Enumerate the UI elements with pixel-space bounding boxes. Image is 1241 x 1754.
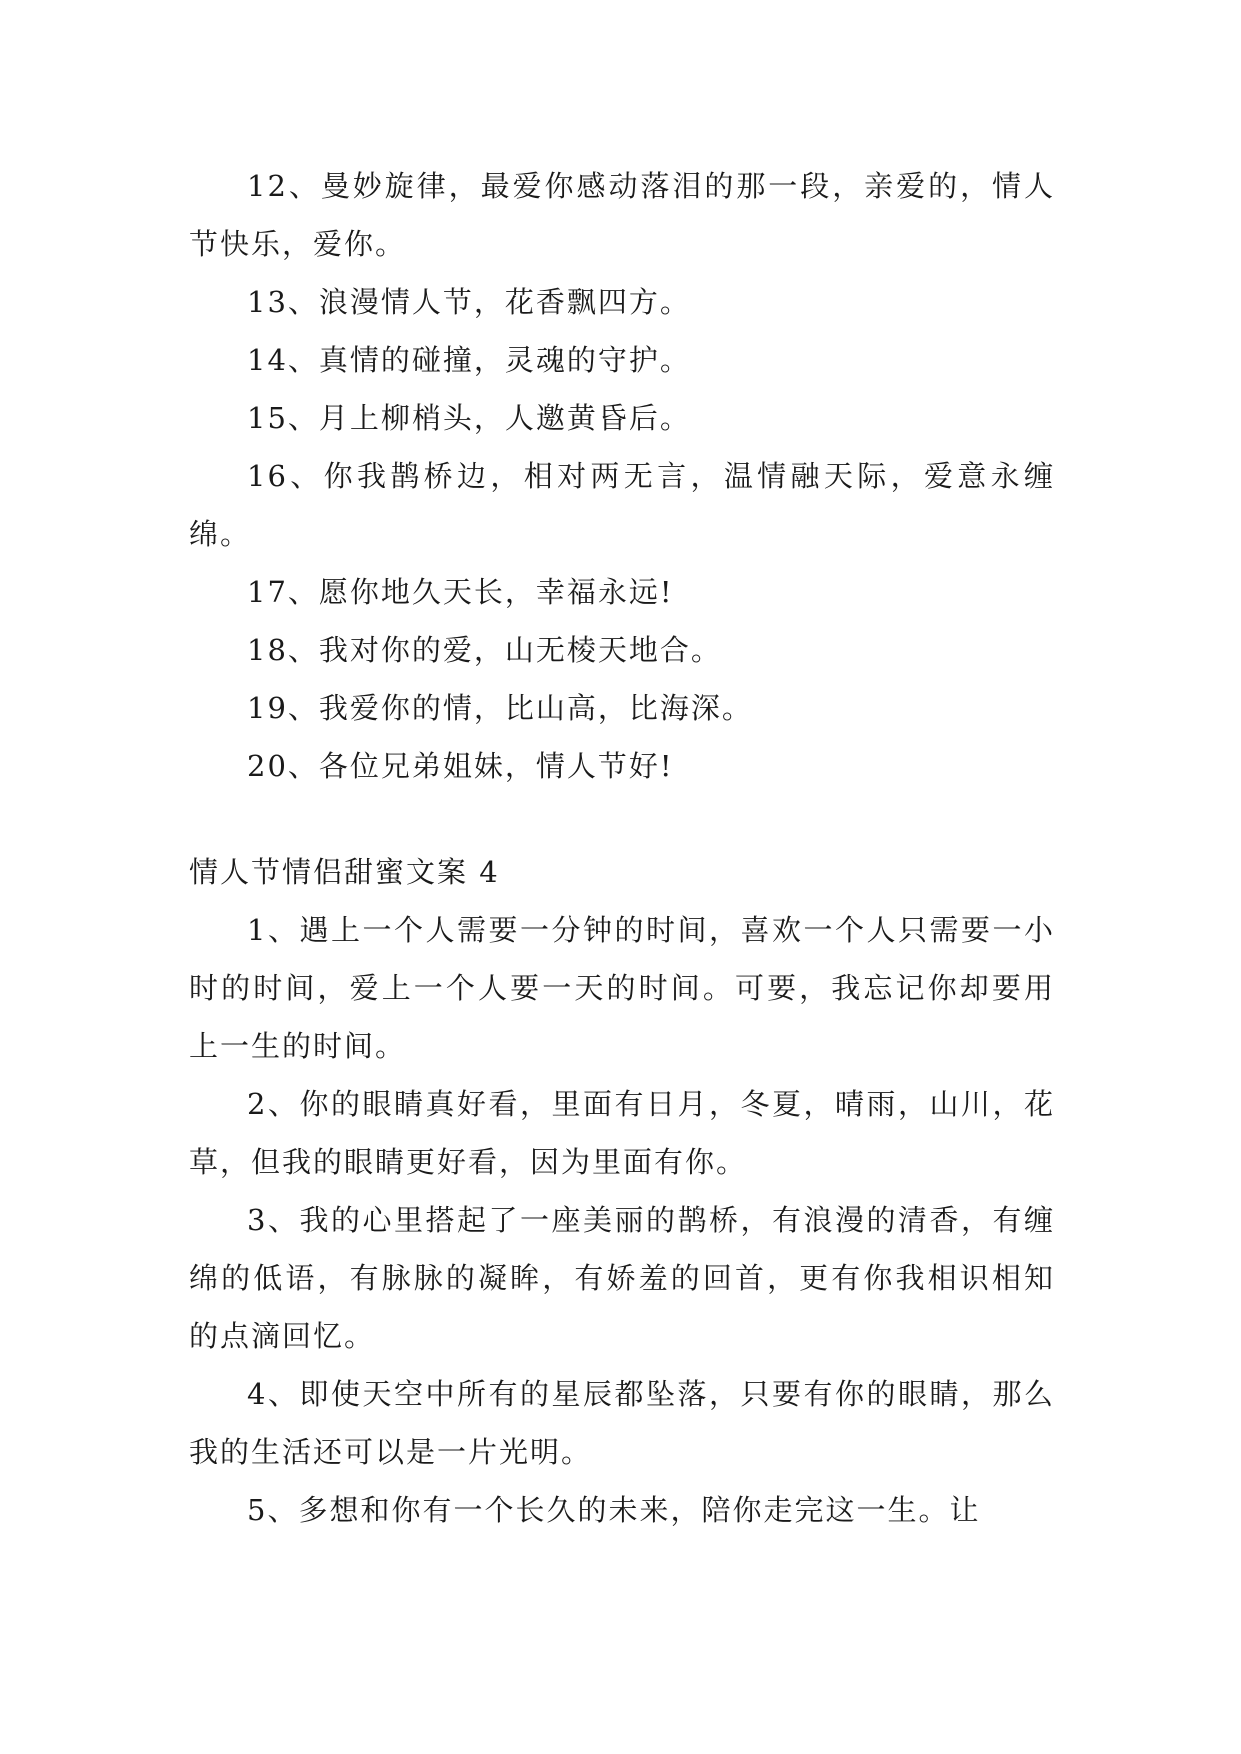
list-item: 20、各位兄弟姐妹，情人节好!: [247, 749, 674, 783]
list-item: 3、我的心里搭起了一座美丽的鹊桥，有浪漫的清香，有缠绵的低语，有脉脉的凝眸，有娇羞的回首，更有你我相识相知的点滴回忆。: [189, 1203, 1055, 1353]
list-item: 14、真情的碰撞，灵魂的守护。: [247, 343, 691, 377]
list-item: 18、我对你的爱，山无棱天地合。: [247, 633, 722, 667]
list-item: 4、即使天空中所有的星辰都坠落，只要有你的眼睛，那么我的生活还可以是一片光明。: [189, 1377, 1055, 1469]
list-item: 19、我爱你的情，比山高，比海深。: [247, 691, 753, 725]
list-item: 15、月上柳梢头，人邀黄昏后。: [247, 401, 691, 435]
list-item: 17、愿你地久天长，幸福永远!: [247, 575, 674, 609]
document-body: [189, 157, 1055, 1539]
list-item: 13、浪漫情人节，花香飘四方。: [247, 285, 691, 319]
list-item: 2、你的眼睛真好看，里面有日月，冬夏，晴雨，山川，花草，但我的眼睛更好看，因为里面有你。: [189, 1087, 1055, 1179]
list-item: 1、遇上一个人需要一分钟的时间，喜欢一个人只需要一小时的时间，爱上一个人要一天的时间。可要，我忘记你却要用上一生的时间。: [189, 913, 1055, 1063]
list-item: 16、你我鹊桥边，相对两无言，温情融天际，爱意永缠绵。: [189, 459, 1055, 551]
list-item: 5、多想和你有一个长久的未来，陪你走完这一生。让: [247, 1493, 981, 1527]
list-item: 12、曼妙旋律，最爱你感动落泪的那一段，亲爱的，情人节快乐，爱你。: [189, 169, 1055, 261]
section-heading: 情人节情侣甜蜜文案 4: [189, 855, 500, 889]
